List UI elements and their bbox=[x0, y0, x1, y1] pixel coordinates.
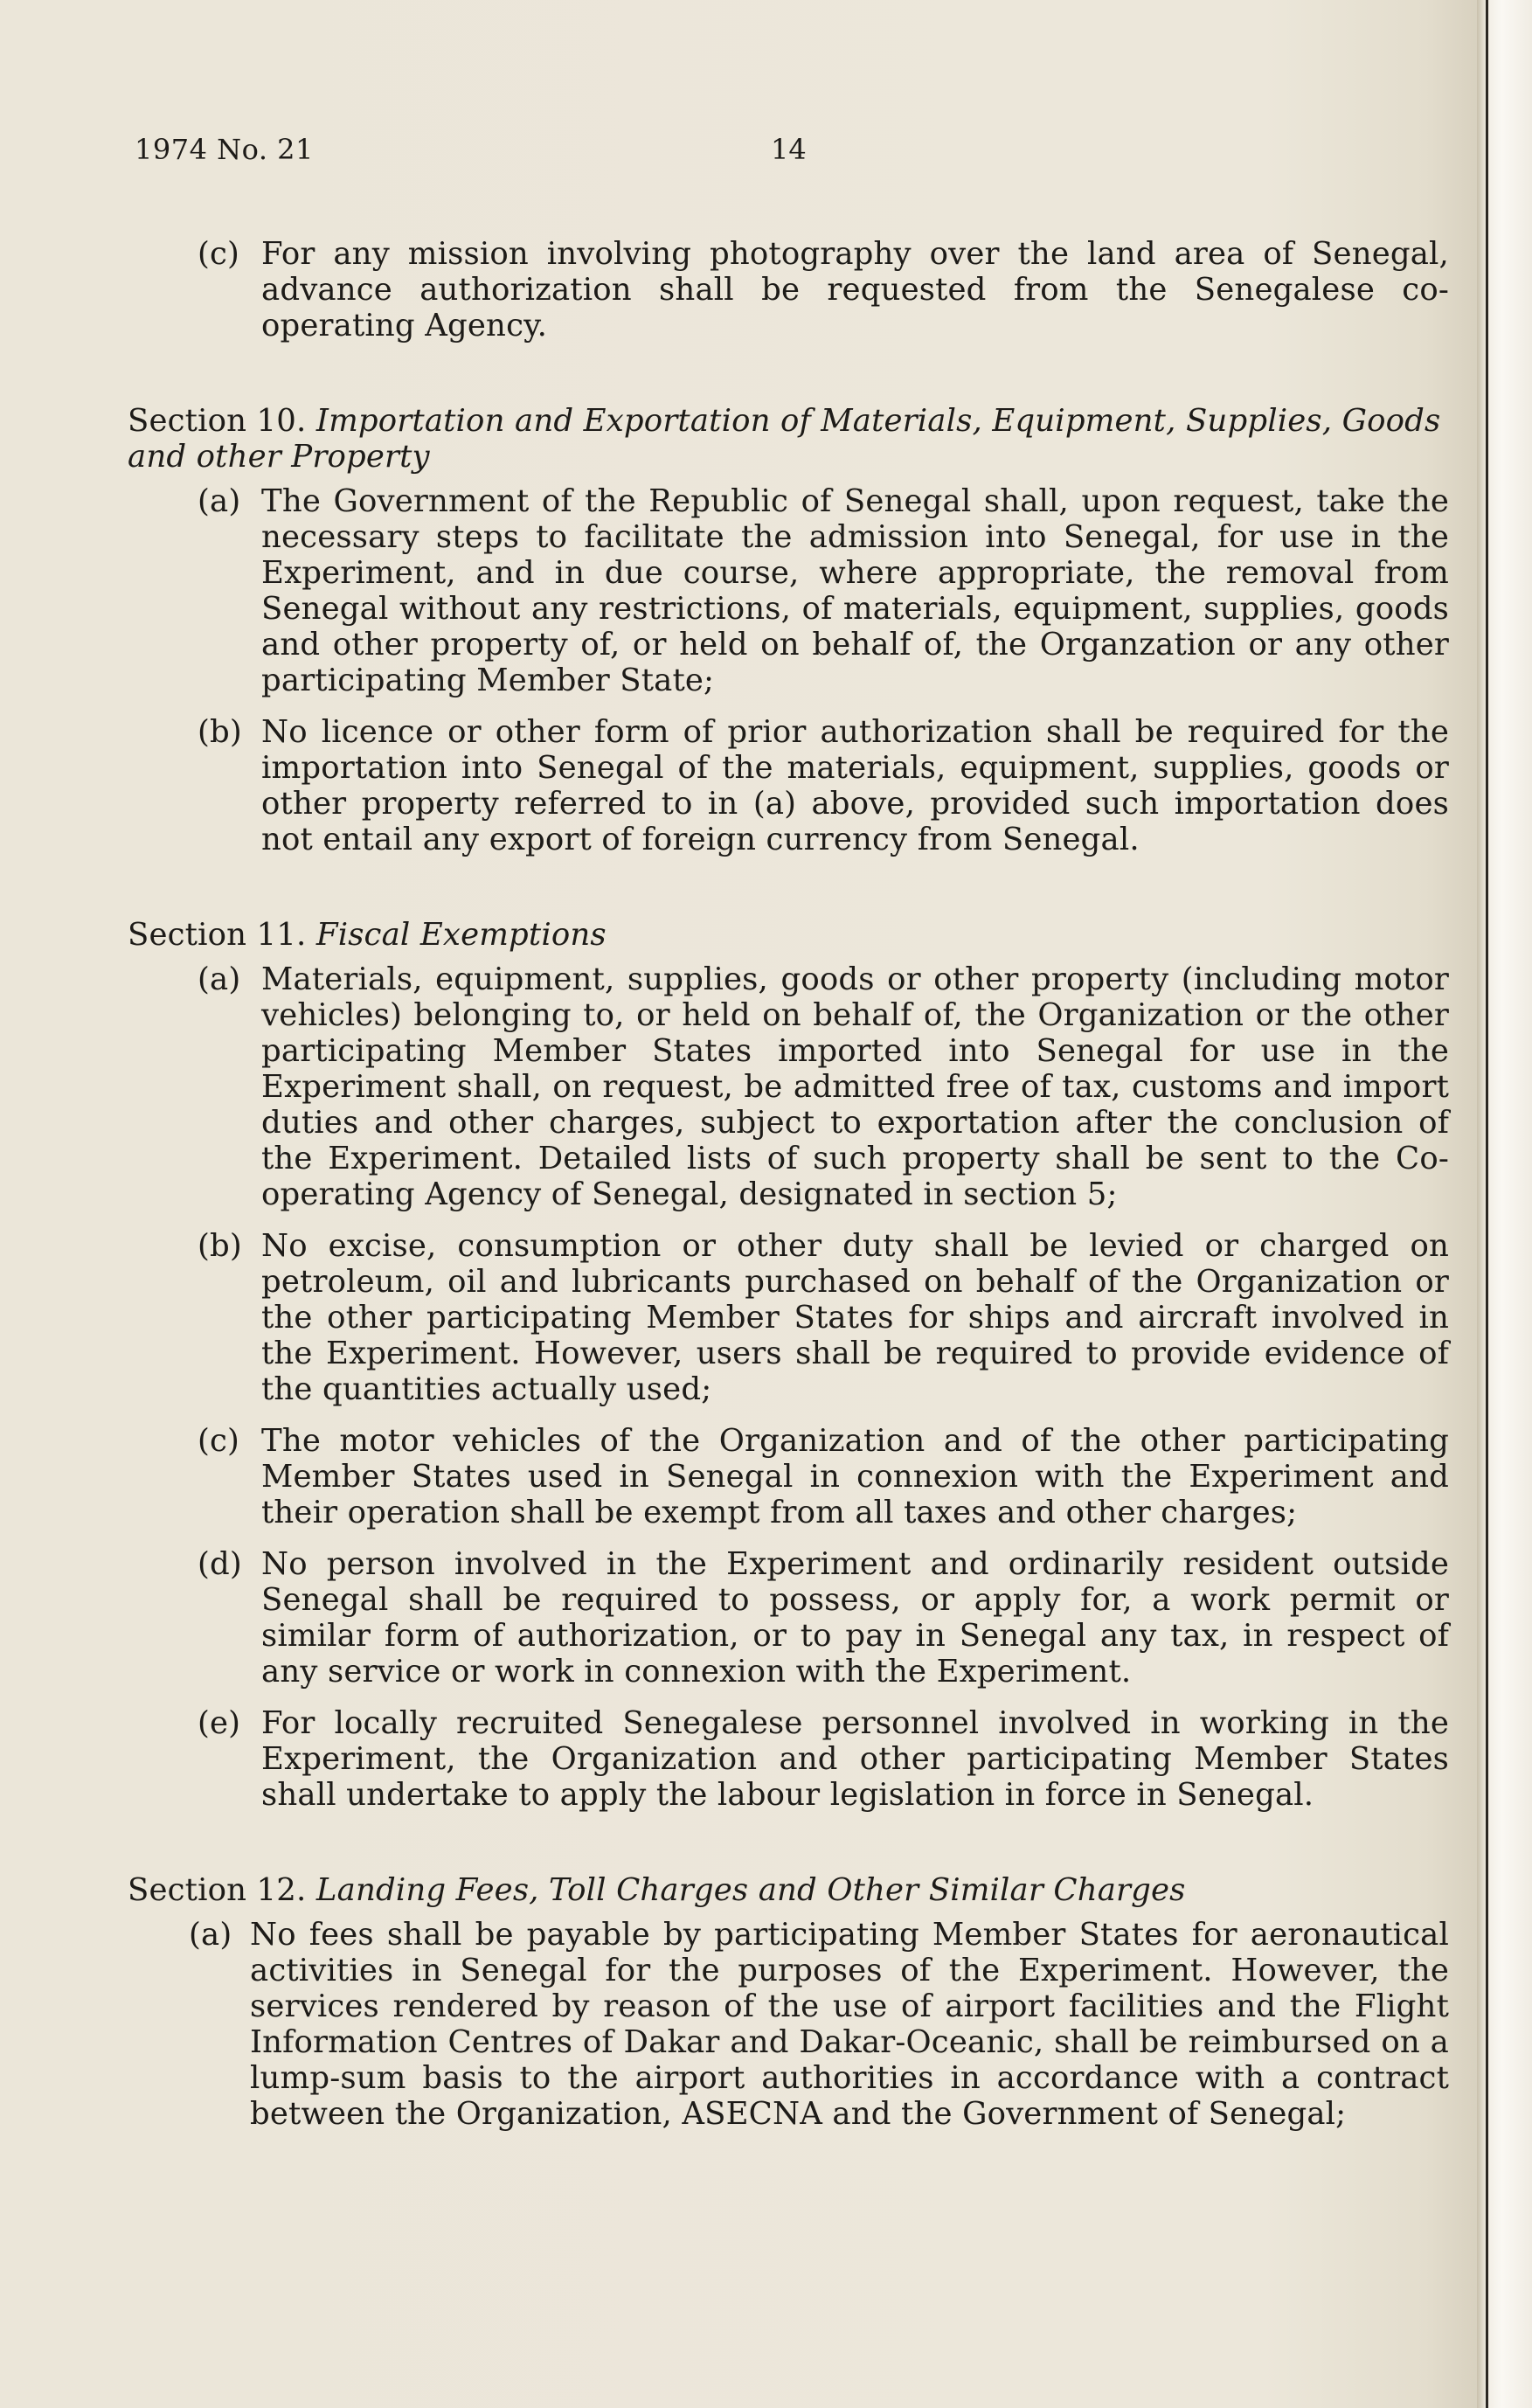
item-label: (b) bbox=[198, 1228, 242, 1264]
item-label: (a) bbox=[189, 1917, 232, 1953]
item-label: (a) bbox=[198, 961, 241, 997]
section-heading bbox=[128, 403, 1449, 475]
section-10-item-a bbox=[128, 483, 1449, 698]
item-label: (c) bbox=[198, 236, 240, 272]
section-12-item-a bbox=[128, 1917, 1449, 2132]
section-title: Importation and Exportation of Materials, Equipment, Supplies, Goods and other Property bbox=[128, 403, 1441, 475]
section-title: Fiscal Exemptions bbox=[315, 917, 607, 953]
item-label: (d) bbox=[198, 1546, 242, 1582]
section-heading bbox=[128, 917, 1449, 953]
page-edge-shadow bbox=[1486, 0, 1488, 2408]
item-label: (b) bbox=[198, 714, 242, 750]
item-text: For any mission involving photography over the land area of Senegal, advance authorization shall be requested from the Senegalese co-operating Agency. bbox=[261, 236, 1449, 344]
section-11-item-d bbox=[128, 1546, 1449, 1690]
section-11 bbox=[128, 917, 1449, 1813]
section-11-item-c bbox=[128, 1423, 1449, 1530]
section-number: Section 11. bbox=[128, 917, 307, 953]
section-heading bbox=[128, 1872, 1449, 1908]
section-11-item-e bbox=[128, 1705, 1449, 1813]
section-number: Section 10. bbox=[128, 403, 307, 439]
section-title: Landing Fees, Toll Charges and Other Similar Charges bbox=[315, 1872, 1186, 1908]
item-label: (c) bbox=[198, 1423, 240, 1459]
section-10 bbox=[128, 403, 1449, 857]
section-11-item-a bbox=[128, 961, 1449, 1212]
section-12 bbox=[128, 1872, 1449, 2132]
item-text: The motor vehicles of the Organization and of the other participating Member States used in Senegal in connexion with the Experiment and their operation shall be exempt from all taxes and other charges; bbox=[261, 1423, 1449, 1530]
item-text: For locally recruited Senegalese personnel involved in working in the Experiment, the Organization and other participating Member States shall undertake to apply the labour legislation in force in Senegal. bbox=[261, 1705, 1449, 1813]
item-text: The Government of the Republic of Senegal shall, upon request, take the necessary steps to facilitate the admission into Senegal, for use in the Experiment, and in due course, where appropriate, the removal from Senegal without any restrictions, of materials, equipment, supplies, goods and other property of, or held on behalf of, the Organzation or any other participating Member State; bbox=[261, 483, 1449, 698]
item-text: No person involved in the Experiment and ordinarily resident outside Senegal shall be required to possess, or apply for, a work permit or similar form of authorization, or to pay in Senegal any tax, in respect of any service or work in connexion with the Experiment. bbox=[261, 1546, 1449, 1690]
item-label: (e) bbox=[198, 1705, 241, 1741]
item-label: (a) bbox=[198, 483, 241, 519]
section-number: Section 12. bbox=[128, 1872, 307, 1908]
section-11-item-b bbox=[128, 1228, 1449, 1407]
section-10-item-b bbox=[128, 714, 1449, 857]
item-text: No excise, consumption or other duty shall be levied or charged on petroleum, oil and lubricants purchased on behalf of the Organization or the other participating Member States for ships and aircraft involved in the Experiment. However, users shall be required to provide evidence of the quantities actually used; bbox=[261, 1228, 1449, 1407]
item-text: No licence or other form of prior authorization shall be required for the importation into Senegal of the materials, equipment, supplies, goods or other property referred to in (a) above, provided such importation does not entail any export of foreign currency from Senegal. bbox=[261, 714, 1449, 857]
item-text: No fees shall be payable by participating Member States for aeronautical activities in Senegal for the purposes of the Experiment. However, the services rendered by reason of the use of airport facilities and the Flight Information Centres of Dakar and Dakar-Oceanic, shall be reimbursed on a lump-sum basis to the airport authorities in accordance with a contract between the Organization, ASECNA and the Government of Senegal; bbox=[250, 1917, 1449, 2132]
document-body bbox=[128, 236, 1449, 2148]
running-head: 1974 No. 21 bbox=[135, 133, 314, 166]
intro-item-c bbox=[128, 236, 1449, 344]
item-text: Materials, equipment, supplies, goods or other property (including motor vehicles) belonging to, or held on behalf of, the Organization or the other participating Member States imported into Senegal for use in the Experiment shall, on request, be admitted free of tax, customs and import duties and other charges, subject to exportation after the conclusion of the Experiment. Detailed lists of such property shall be sent to the Co-operating Agency of Senegal, designated in section 5; bbox=[261, 961, 1449, 1212]
page-number: 14 bbox=[771, 133, 807, 166]
